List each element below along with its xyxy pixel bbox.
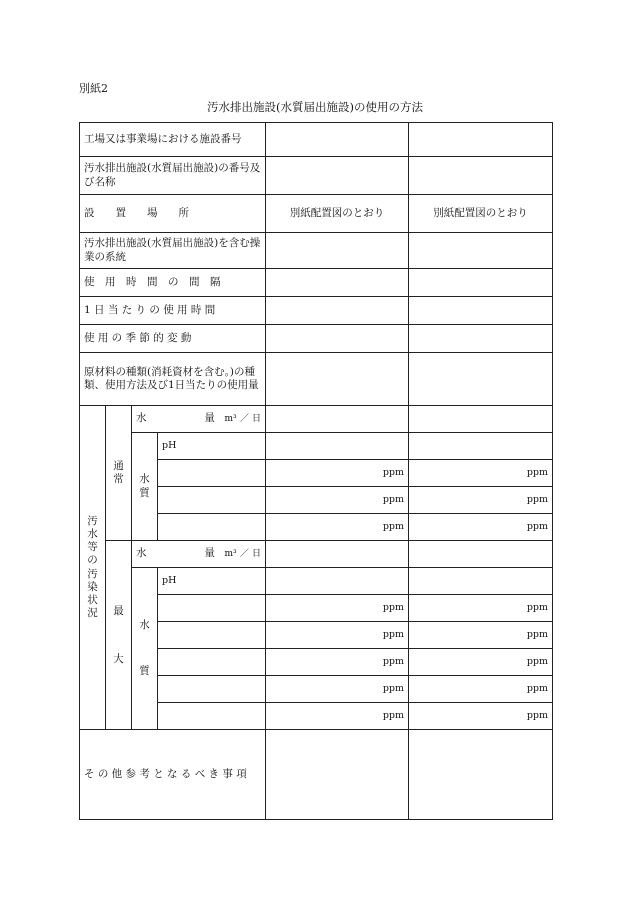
input-normal-water-volume-1[interactable] (266, 406, 409, 433)
input-max-ppm-4b[interactable]: ppm (409, 676, 553, 703)
row-location (80, 195, 553, 233)
input-max-ppm-1a[interactable]: ppm (266, 595, 409, 622)
row-other-matters (80, 730, 553, 820)
label-max-char: 大 (113, 653, 124, 665)
label-pollution-char: 染 (87, 580, 98, 593)
row-max-ph (80, 568, 553, 595)
row-raw-materials (80, 353, 553, 406)
input-max-ppm-2b[interactable]: ppm (409, 622, 553, 649)
input-facility-name-2[interactable] (409, 157, 553, 195)
input-normal-water-volume-2[interactable] (409, 406, 553, 433)
input-max-ppm-2a[interactable]: ppm (266, 622, 409, 649)
label-pollution-char: の (87, 554, 98, 567)
input-normal-ppm-3b[interactable]: ppm (409, 514, 553, 541)
label-pollution-char: 等 (87, 541, 98, 554)
input-max-ppm-5b[interactable]: ppm (409, 703, 553, 730)
label-max-ph: pH (158, 568, 266, 595)
input-max-ppm-4a[interactable]: ppm (266, 676, 409, 703)
input-daily-usage-2[interactable] (409, 297, 553, 325)
row-seasonal-variation (80, 325, 553, 353)
row-facility-number (80, 123, 553, 157)
value-location-1[interactable]: 別紙配置図のとおり (266, 195, 409, 233)
input-seasonal-variation-2[interactable] (409, 325, 553, 353)
input-normal-ph-1[interactable] (266, 433, 409, 460)
input-max-ph-1[interactable] (266, 568, 409, 595)
input-max-ppm-3b[interactable]: ppm (409, 649, 553, 676)
label-water-quality-char: 水 (139, 619, 150, 632)
input-max-substance-2[interactable] (158, 622, 266, 649)
label-normal-water-quality (132, 433, 158, 541)
row-operation-system (80, 233, 553, 269)
input-daily-usage-1[interactable] (266, 297, 409, 325)
label-facility-number: 工場又は事業場における施設番号 (80, 123, 266, 157)
input-other-matters-1[interactable] (266, 730, 409, 820)
input-normal-ppm-1a[interactable]: ppm (266, 460, 409, 487)
input-max-ppm-1b[interactable]: ppm (409, 595, 553, 622)
label-pollution-status (80, 406, 106, 730)
label-normal-ph: pH (158, 433, 266, 460)
input-usage-interval-1[interactable] (266, 269, 409, 297)
input-other-matters-2[interactable] (409, 730, 553, 820)
input-operation-system-1[interactable] (266, 233, 409, 269)
label-raw-materials: 原材料の種類(消耗資材を含む。)の種類、使用方法及び1日当たりの使用量 (80, 353, 266, 406)
input-normal-ppm-2a[interactable]: ppm (266, 487, 409, 514)
document-label: 別紙2 (79, 82, 108, 95)
water-volume-unit: m³／日 (224, 414, 261, 425)
row-normal-ph (80, 433, 553, 460)
label-operation-system: 汚水排出施設(水質届出施設)を含む操業の系統 (80, 233, 266, 269)
input-raw-materials-2[interactable] (409, 353, 553, 406)
row-normal-water-volume (80, 406, 553, 433)
label-normal-water-volume (132, 406, 266, 433)
input-max-substance-4[interactable] (158, 676, 266, 703)
input-max-ppm-3a[interactable]: ppm (266, 649, 409, 676)
input-max-water-volume-1[interactable] (266, 541, 409, 568)
input-facility-name-1[interactable] (266, 157, 409, 195)
label-water-quality-char: 水 (139, 473, 150, 486)
input-normal-substance-1[interactable] (158, 460, 266, 487)
input-max-substance-3[interactable] (158, 649, 266, 676)
label-pollution-char: 汚 (87, 567, 98, 580)
label-pollution-char: 汚 (87, 515, 98, 527)
label-normal (106, 406, 132, 541)
input-facility-number-2[interactable] (409, 123, 553, 157)
input-max-substance-5[interactable] (158, 703, 266, 730)
input-max-ph-2[interactable] (409, 568, 553, 595)
row-max-water-volume (80, 541, 553, 568)
label-other-matters: そ の 他 参 考 と な る べ き 事 項 (80, 730, 266, 820)
input-normal-substance-3[interactable] (158, 514, 266, 541)
label-pollution-char: 状 (87, 593, 98, 606)
input-normal-ppm-2b[interactable]: ppm (409, 487, 553, 514)
row-facility-name (80, 157, 553, 195)
water-volume-text: 水 量 (136, 547, 218, 560)
label-seasonal-variation: 使 用 の 季 節 的 変 動 (80, 325, 266, 353)
value-location-2[interactable]: 別紙配置図のとおり (409, 195, 553, 233)
input-raw-materials-1[interactable] (266, 353, 409, 406)
input-normal-ph-2[interactable] (409, 433, 553, 460)
input-normal-substance-2[interactable] (158, 487, 266, 514)
input-max-ppm-5a[interactable]: ppm (266, 703, 409, 730)
water-volume-text: 水 量 (136, 412, 218, 425)
input-max-substance-1[interactable] (158, 595, 266, 622)
input-usage-interval-2[interactable] (409, 269, 553, 297)
row-daily-usage (80, 297, 553, 325)
usage-form-table (79, 122, 553, 820)
label-max (106, 541, 132, 730)
input-normal-ppm-3a[interactable]: ppm (266, 514, 409, 541)
input-facility-number-1[interactable] (266, 123, 409, 157)
label-usage-interval: 使 用 時 間 の 間 隔 (80, 269, 266, 297)
label-normal-char: 通 (113, 459, 124, 472)
label-pollution-char: 水 (87, 528, 98, 541)
label-normal-char: 常 (113, 473, 124, 485)
input-normal-ppm-1b[interactable]: ppm (409, 460, 553, 487)
label-facility-name: 汚水排出施設(水質届出施設)の番号及び名称 (80, 157, 266, 195)
row-usage-interval (80, 269, 553, 297)
input-seasonal-variation-1[interactable] (266, 325, 409, 353)
label-max-water-volume (132, 541, 266, 568)
label-daily-usage: 1 日 当 た り の 使 用 時 間 (80, 297, 266, 325)
label-water-quality-char: 質 (139, 664, 150, 677)
label-location: 設 置 場 所 (80, 195, 266, 233)
label-max-water-quality (132, 568, 158, 730)
water-volume-unit: m³／日 (224, 549, 261, 560)
label-max-char: 最 (113, 604, 124, 617)
label-water-quality-char: 質 (139, 486, 150, 499)
document-title: 汚水排出施設(水質届出施設)の使用の方法 (207, 100, 423, 114)
input-operation-system-2[interactable] (409, 233, 553, 269)
label-pollution-char: 況 (87, 606, 98, 619)
input-max-water-volume-2[interactable] (409, 541, 553, 568)
